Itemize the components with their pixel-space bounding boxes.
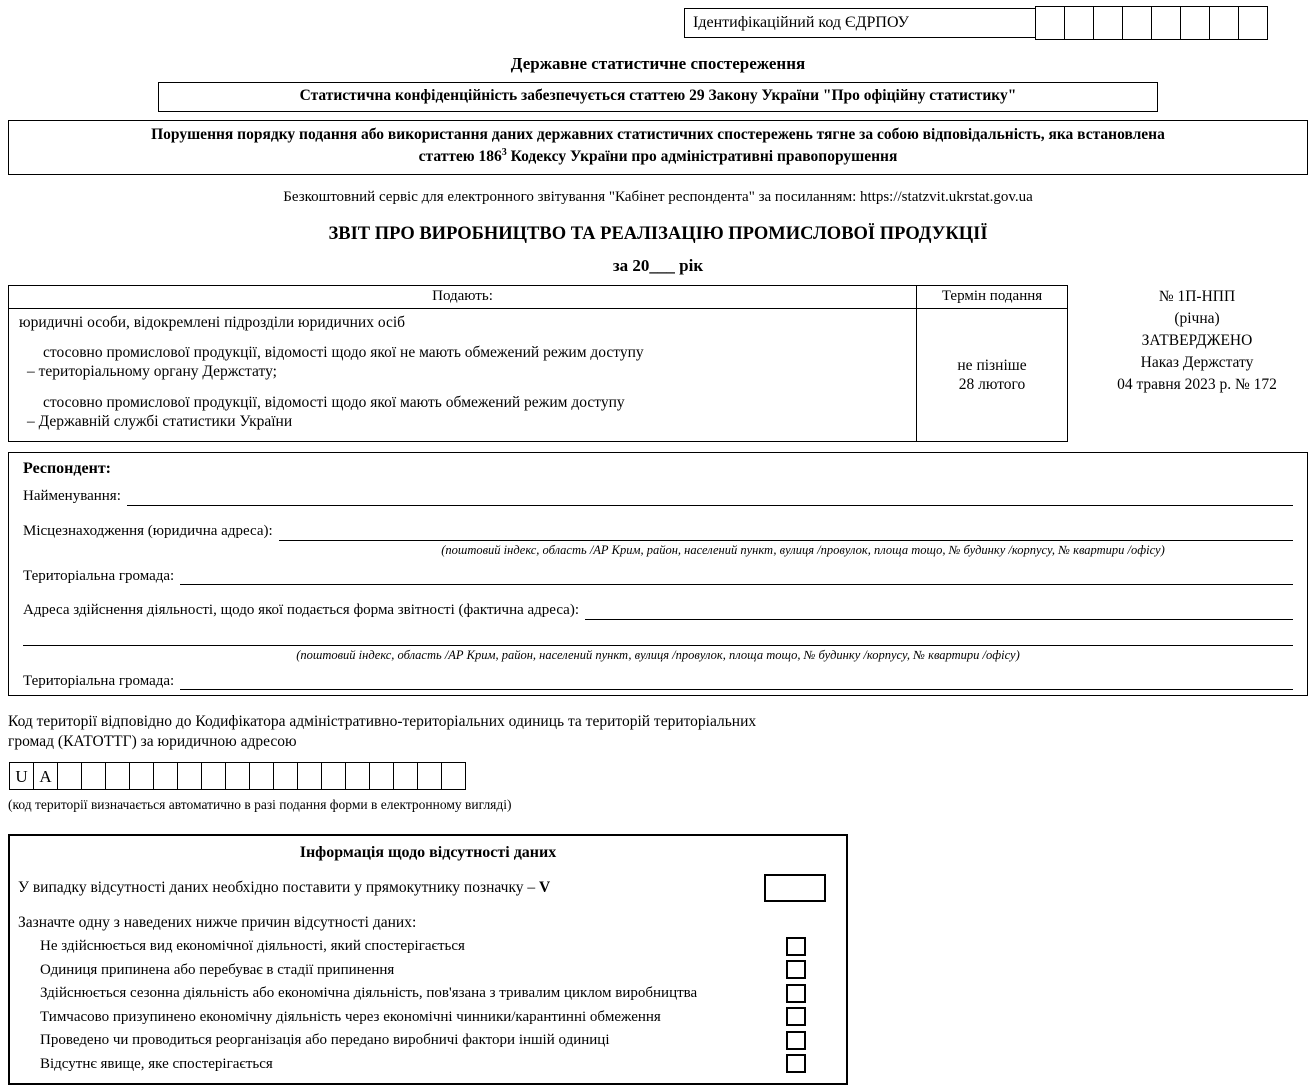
reason-label: Відсутнє явище, яке спостерігається	[40, 1055, 273, 1072]
reason-label: Проведено чи проводиться реорганізація або передано виробничі фактори іншій одиниці	[40, 1032, 610, 1049]
actual-address-row	[23, 601, 1293, 620]
katottg-cell[interactable]: U	[9, 762, 34, 790]
submitters-item2-line1: стосовно промислової продукції, відомості щодо якої мають обмежений режим доступу	[43, 393, 625, 411]
actual-address-input-line[interactable]	[585, 604, 1293, 621]
edrpou-label: Ідентифікаційний код ЄДРПОУ	[684, 8, 1036, 38]
katottg-cell[interactable]	[297, 762, 322, 790]
no-data-title: Інформація щодо відсутності даних	[299, 844, 557, 862]
approval-block	[1092, 285, 1302, 443]
katottg-cell[interactable]	[225, 762, 250, 790]
katottg-cell[interactable]	[393, 762, 418, 790]
submitters-cell	[9, 309, 917, 442]
form-number: № 1П-НПП	[1158, 287, 1236, 305]
submission-section	[8, 285, 1308, 443]
reason-label: Тимчасово призупинено економічну діяльність через економічні чинники/карантинні обмеження	[40, 1008, 661, 1025]
legal-address-input-line[interactable]	[279, 524, 1293, 541]
submission-table	[8, 285, 1068, 443]
katottg-note: (код території визначається автоматично в разі подання форми в електронному вигляді)	[8, 797, 512, 813]
legal-address-hint: (поштовий індекс, область /АР Крим, район, населений пункт, вулиця /провулок, площа тощо, № будинку /корпусу, № квартири /офісу)	[441, 542, 1165, 557]
report-title: ЗВІТ ПРО ВИРОБНИЦТВО ТА РЕАЛІЗАЦІЮ ПРОМИСЛОВОЇ ПРОДУКЦІЇ	[328, 224, 988, 245]
reason-checkbox[interactable]	[786, 960, 806, 979]
deadline-cell	[917, 309, 1067, 442]
community-label: Територіальна громада:	[23, 567, 175, 584]
submitters-item1-line2: – територіальному органу Держстату;	[27, 363, 277, 381]
form-periodicity: (річна)	[1174, 309, 1220, 327]
confidentiality-notice: Статистична конфіденційність забезпечується статтею 29 Закону України "Про офіційну статистику"	[158, 82, 1158, 111]
actual-address-hint: (поштовий індекс, область /АР Крим, район, населений пункт, вулиця /провулок, площа тощо, № будинку /корпусу, № квартири /офісу)	[296, 648, 1020, 663]
submission-table-header	[9, 286, 1067, 309]
katottg-cell[interactable]	[129, 762, 154, 790]
violation-line2: статтею $186^3$ Кодексу України про адміністративні правопорушення	[418, 147, 898, 166]
edrpou-cell[interactable]	[1035, 6, 1065, 40]
katottg-cell[interactable]	[177, 762, 202, 790]
katottg-cell[interactable]	[201, 762, 226, 790]
violation-notice	[8, 120, 1308, 175]
name-input-line[interactable]	[127, 490, 1293, 507]
edrpou-cell[interactable]	[1151, 6, 1181, 40]
reason-row	[10, 1007, 846, 1026]
no-data-mark-box[interactable]	[764, 874, 826, 902]
katottg-cell[interactable]	[273, 762, 298, 790]
reason-checkbox[interactable]	[786, 1007, 806, 1026]
katottg-description	[8, 712, 1308, 751]
deadline-line1: не пізніше	[957, 356, 1027, 374]
community2-row	[23, 672, 1293, 691]
reason-label: Здійснюється сезонна діяльність або економічна діяльність, пов'язана з тривалим циклом виробництва	[40, 985, 698, 1002]
edrpou-cell[interactable]	[1093, 6, 1123, 40]
actual-address-continuation-line[interactable]	[23, 620, 1293, 646]
katottg-cell[interactable]	[153, 762, 178, 790]
reason-label: Одиниця припинена або перебуває в стадії припинення	[40, 961, 395, 978]
actual-address-label: Адреса здійснення діяльності, щодо якої подається форма звітності (фактична адреса):	[23, 602, 580, 619]
katottg-cell[interactable]: A	[33, 762, 58, 790]
reason-row	[10, 1031, 846, 1050]
v-mark: V	[539, 879, 551, 897]
submission-table-body	[9, 309, 1067, 442]
katottg-cell[interactable]	[321, 762, 346, 790]
edrpou-cell[interactable]	[1180, 6, 1210, 40]
legal-address-row	[23, 522, 1293, 541]
reason-row	[10, 960, 846, 979]
no-data-section	[8, 834, 848, 1085]
edrpou-cell[interactable]	[1122, 6, 1152, 40]
community2-input-line[interactable]	[180, 674, 1293, 691]
reason-label: Не здійснюється вид економічної діяльності, який спостерігається	[40, 938, 465, 955]
superscript-3: 3	[501, 147, 507, 159]
no-data-prompt: Зазначте одну з наведених нижче причин відсутності даних:	[18, 914, 417, 932]
reason-checkbox[interactable]	[786, 984, 806, 1003]
community-row	[23, 567, 1293, 586]
katottg-cell[interactable]	[369, 762, 394, 790]
submitters-who: юридичні особи, відокремлені підрозділи юридичних осіб	[19, 313, 406, 331]
violation-line1: Порушення порядку подання або використання даних державних статистичних спостережень тягне за собою відповідальність, яка встановлена	[151, 125, 1165, 143]
approved-label: ЗАТВЕРДЖЕНО	[1141, 331, 1253, 349]
katottg-cell[interactable]	[57, 762, 82, 790]
name-label: Найменування:	[23, 488, 121, 505]
katottg-description-line2: громад (КАТОТТГ) за юридичною адресою	[8, 732, 297, 750]
approval-order-date: 04 травня 2023 р. № 172	[1117, 375, 1277, 393]
katottg-code-grid	[10, 762, 1308, 790]
reason-row	[10, 937, 846, 956]
page-title: Державне статистичне спостереження	[510, 54, 806, 73]
name-row	[23, 487, 1293, 506]
katottg-cell[interactable]	[249, 762, 274, 790]
submitters-item2-line2: – Державній службі статистики України	[27, 413, 293, 431]
deadline-header: Термін подання	[941, 287, 1043, 304]
no-data-instruction-row	[10, 874, 846, 902]
approval-order: Наказ Держстату	[1140, 353, 1254, 371]
katottg-description-line1: Код території відповідно до Кодифікатора адміністративно-територіальних одиниць та територій територіальних	[8, 713, 757, 731]
katottg-cell[interactable]	[345, 762, 370, 790]
e-reporting-note: Безкоштовний сервіс для електронного звітування "Кабінет респондента" за посиланням: https://statzvit.ukrstat.gov.ua	[283, 188, 1033, 205]
reason-row	[10, 1054, 846, 1073]
form-page	[0, 6, 1316, 1072]
legal-address-label: Місцезнаходження (юридична адреса):	[23, 523, 273, 540]
submitters-item1-line1: стосовно промислової продукції, відомості щодо якої не мають обмежений режим доступу	[43, 343, 644, 361]
reason-row	[10, 984, 846, 1003]
respondent-label: Респондент:	[23, 460, 111, 478]
reason-checkbox[interactable]	[786, 937, 806, 956]
respondent-section	[8, 452, 1308, 696]
edrpou-cell[interactable]	[1238, 6, 1268, 40]
deadline-line2: 28 лютого	[958, 376, 1026, 394]
community-input-line[interactable]	[180, 569, 1293, 586]
katottg-cell[interactable]	[441, 762, 466, 790]
katottg-cell[interactable]	[105, 762, 130, 790]
reason-checkbox[interactable]	[786, 1054, 806, 1073]
submitters-header: Подають:	[9, 286, 917, 308]
community2-label: Територіальна громада:	[23, 672, 175, 689]
edrpou-cell[interactable]	[1064, 6, 1094, 40]
edrpou-row	[8, 6, 1268, 40]
reason-checkbox[interactable]	[786, 1031, 806, 1050]
katottg-cell[interactable]	[417, 762, 442, 790]
edrpou-cell[interactable]	[1209, 6, 1239, 40]
report-period: за 20___ рік	[612, 255, 704, 275]
edrpou-code-grid	[1036, 6, 1268, 40]
katottg-cell[interactable]	[81, 762, 106, 790]
no-data-instruction: У випадку відсутності даних необхідно поставити у прямокутнику позначку – V	[18, 879, 551, 897]
